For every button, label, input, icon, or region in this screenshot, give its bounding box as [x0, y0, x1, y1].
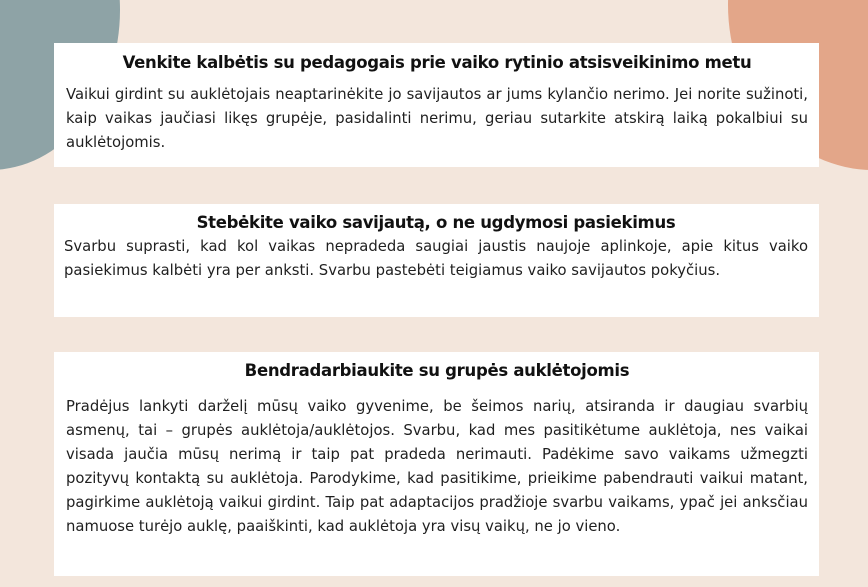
tip-card-cooperation	[54, 352, 819, 576]
tip-card-morning-farewell	[54, 43, 819, 167]
tip-card-title: Bendradarbiaukite su grupės auklėtojomis	[244, 361, 630, 380]
tip-card-title: Stebėkite vaiko savijautą, o ne ugdymosi pasiekimus	[196, 213, 676, 232]
tip-card-body: Pradėjus lankyti darželį mūsų vaiko gyvenime, be šeimos narių, atsiranda ir daugiau svarbių asmenų, tai – grupės auklėtoja/auklėtojos. Svarbu, kad mes pasitikėtume auklėtoja, nes vaikai visada jaučia mūsų nerimą ir taip pat pradeda nerimauti. Padėkime savo vaikams užmegzti pozityvų kontaktą su auklėtoja. Parodykime, kad pasitikime, prieikime pabendrauti vaikui matant, pagirkime auklėtoją vaikui girdint. Taip pat adaptacijos pradžioje svarbu vaikams, ypač jei anksčiau namuose turėjo auklę, paaiškinti, kad auklėtoja yra visų vaikų, ne jo vieno.	[66, 398, 808, 535]
tip-card-body: Vaikui girdint su auklėtojais neaptarinėkite jo savijautos ar jums kylančio nerimo. Jei norite sužinoti, kaip vaikas jaučiasi likęs grupėje, pasidalinti nerimu, geriau sutarkite atskirą laiką pokalbiui su auklėtojomis.	[66, 86, 808, 151]
tip-card-body: Svarbu suprasti, kad kol vaikas nepradeda saugiai jaustis naujoje aplinkoje, apie kitus vaiko pasiekimus kalbėti yra per anksti. Svarbu pastebėti teigiamus vaiko savijautos pokyčius.	[64, 238, 808, 279]
tip-card-title: Venkite kalbėtis su pedagogais prie vaiko rytinio atsisveikinimo metu	[122, 53, 752, 72]
tip-card-child-wellbeing	[54, 204, 819, 317]
